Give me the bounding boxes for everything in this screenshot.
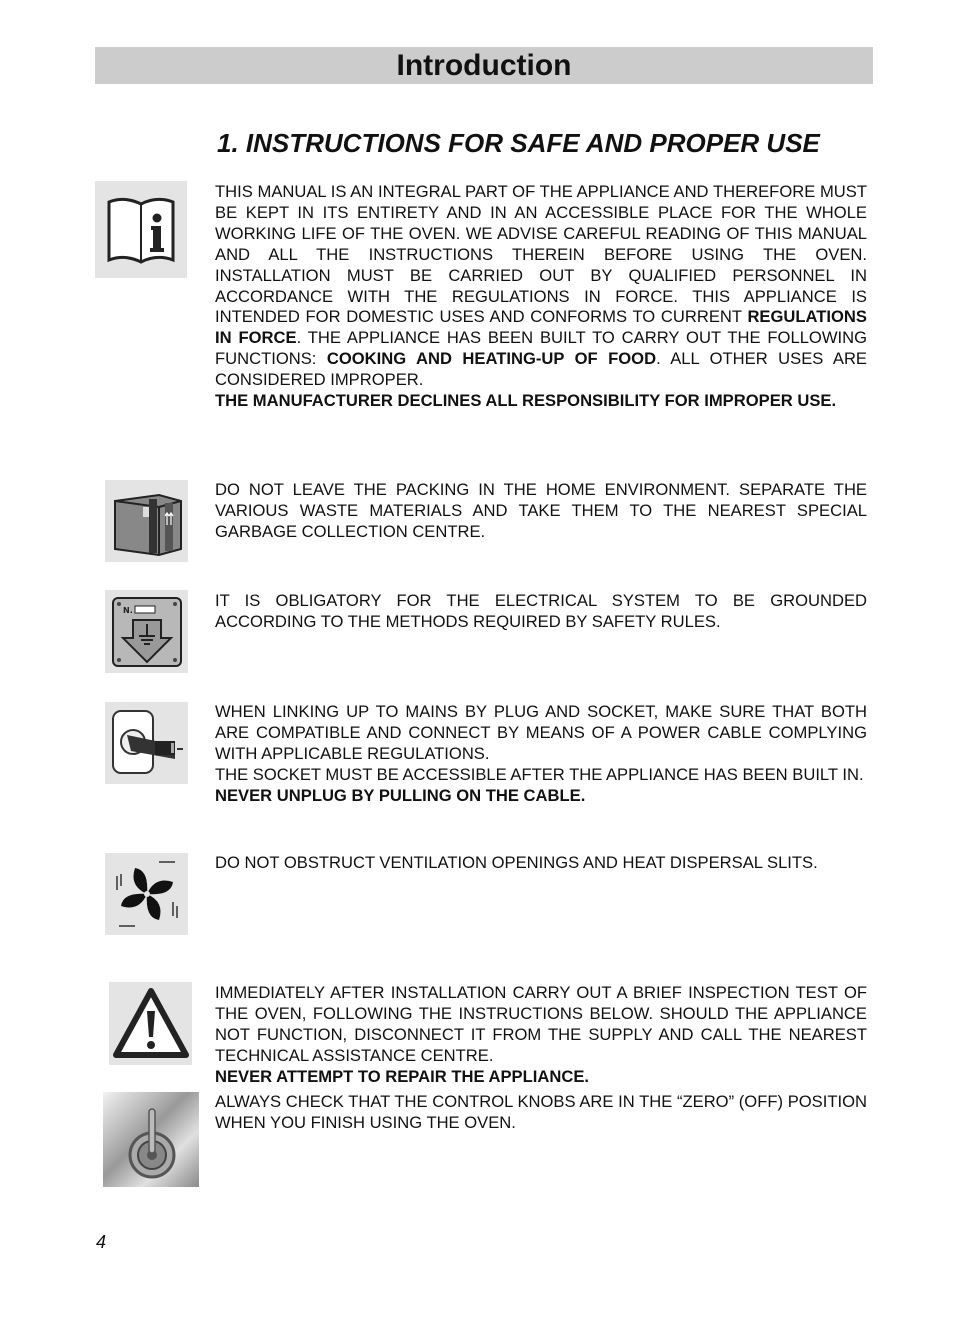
- ground-plate-label: N.: [122, 605, 133, 615]
- inspection-warning: NEVER ATTEMPT TO REPAIR THE APPLIANCE.: [215, 1066, 589, 1086]
- manual-info-icon: [95, 181, 187, 278]
- ground-paragraph: IT IS OBLIGATORY FOR THE ELECTRICAL SYSTEM TO BE GROUNDED ACCORDING TO THE METHODS REQUIRED BY SAFETY RULES.: [215, 591, 867, 631]
- ground-text: [215, 591, 867, 633]
- ventilation-text: [215, 853, 867, 874]
- packing-text: [215, 480, 867, 543]
- plug-paragraph-2: THE SOCKET MUST BE ACCESSIBLE AFTER THE APPLIANCE HAS BEEN BUILT IN.: [215, 764, 864, 784]
- manual-paragraph: [215, 182, 867, 391]
- plug-socket-icon: [105, 702, 188, 784]
- control-knob-icon: [103, 1092, 199, 1187]
- manual-text: [215, 182, 867, 412]
- ventilation-paragraph: DO NOT OBSTRUCT VENTILATION OPENINGS AND HEAT DISPERSAL SLITS.: [215, 853, 818, 872]
- header-bar: [95, 47, 873, 84]
- page-number: 4: [96, 1232, 107, 1252]
- fan-ventilation-icon: [105, 853, 188, 935]
- plug-text: [215, 702, 867, 807]
- manual-bold-regulations: REGULATIONS IN FORCE: [215, 307, 867, 348]
- inspection-paragraph: IMMEDIATELY AFTER INSTALLATION CARRY OUT A BRIEF INSPECTION TEST OF THE OVEN, FOLLOWING THE INSTRUCTIONS BELOW. SHOULD THE APPLIANCE NOT FUNCTION, DISCONNECT IT FROM THE SUPPLY AND CALL THE NEAREST TECHNICAL ASSISTANCE CENTRE.: [215, 983, 867, 1065]
- manual-text-1: THIS MANUAL IS AN INTEGRAL PART OF THE APPLIANCE AND THEREFORE MUST BE KEPT IN ITS ENTIRETY AND IN AN ACCESSIBLE PLACE FOR THE WHOLE WORKING LIFE OF THE OVEN. WE ADVISE CAREFUL READING OF THIS MANUAL AND ALL THE INSTRUCTIONS THEREIN BEFORE USING THE OVEN. INSTALLATION MUST BE CARRIED OUT BY QUALIFIED PERSONNEL IN ACCORDANCE WITH THE REGULATIONS IN FORCE. THIS APPLIANCE IS INTENDED FOR DOMESTIC USES AND CONFORMS TO CURRENT: [215, 182, 867, 327]
- section-title: 1. INSTRUCTIONS FOR SAFE AND PROPER USE: [217, 128, 820, 158]
- packing-paragraph: DO NOT LEAVE THE PACKING IN THE HOME ENVIRONMENT. SEPARATE THE VARIOUS WASTE MATERIALS AND TAKE THEM TO THE NEAREST SPECIAL GARBAGE COLLECTION CENTRE.: [215, 480, 867, 541]
- manual-text-3: . ALL OTHER USES ARE CONSIDERED IMPROPER.: [215, 349, 867, 390]
- manual-disclaimer: THE MANUFACTURER DECLINES ALL RESPONSIBILITY FOR IMPROPER USE.: [215, 391, 837, 411]
- manual-text-2: . THE APPLIANCE HAS BEEN BUILT TO CARRY OUT THE FOLLOWING FUNCTIONS:: [215, 328, 867, 369]
- warning-triangle-icon: [109, 982, 192, 1065]
- knobs-text: [215, 1092, 867, 1134]
- page-title: Introduction: [396, 49, 572, 82]
- packing-box-icon: [105, 480, 188, 562]
- inspection-text: [215, 983, 867, 1088]
- manual-bold-cooking: COOKING AND HEATING-UP OF FOOD: [326, 349, 657, 369]
- plug-paragraph-1: WHEN LINKING UP TO MAINS BY PLUG AND SOCKET, MAKE SURE THAT BOTH ARE COMPATIBLE AND CONNECT BY MEANS OF A POWER CABLE COMPLYING WITH APPLICABLE REGULATIONS.: [215, 702, 867, 763]
- knobs-paragraph: ALWAYS CHECK THAT THE CONTROL KNOBS ARE IN THE “ZERO” (OFF) POSITION WHEN YOU FINISH USING THE OVEN.: [215, 1092, 867, 1132]
- ground-plate-icon: [105, 590, 188, 673]
- plug-warning: NEVER UNPLUG BY PULLING ON THE CABLE.: [215, 785, 586, 805]
